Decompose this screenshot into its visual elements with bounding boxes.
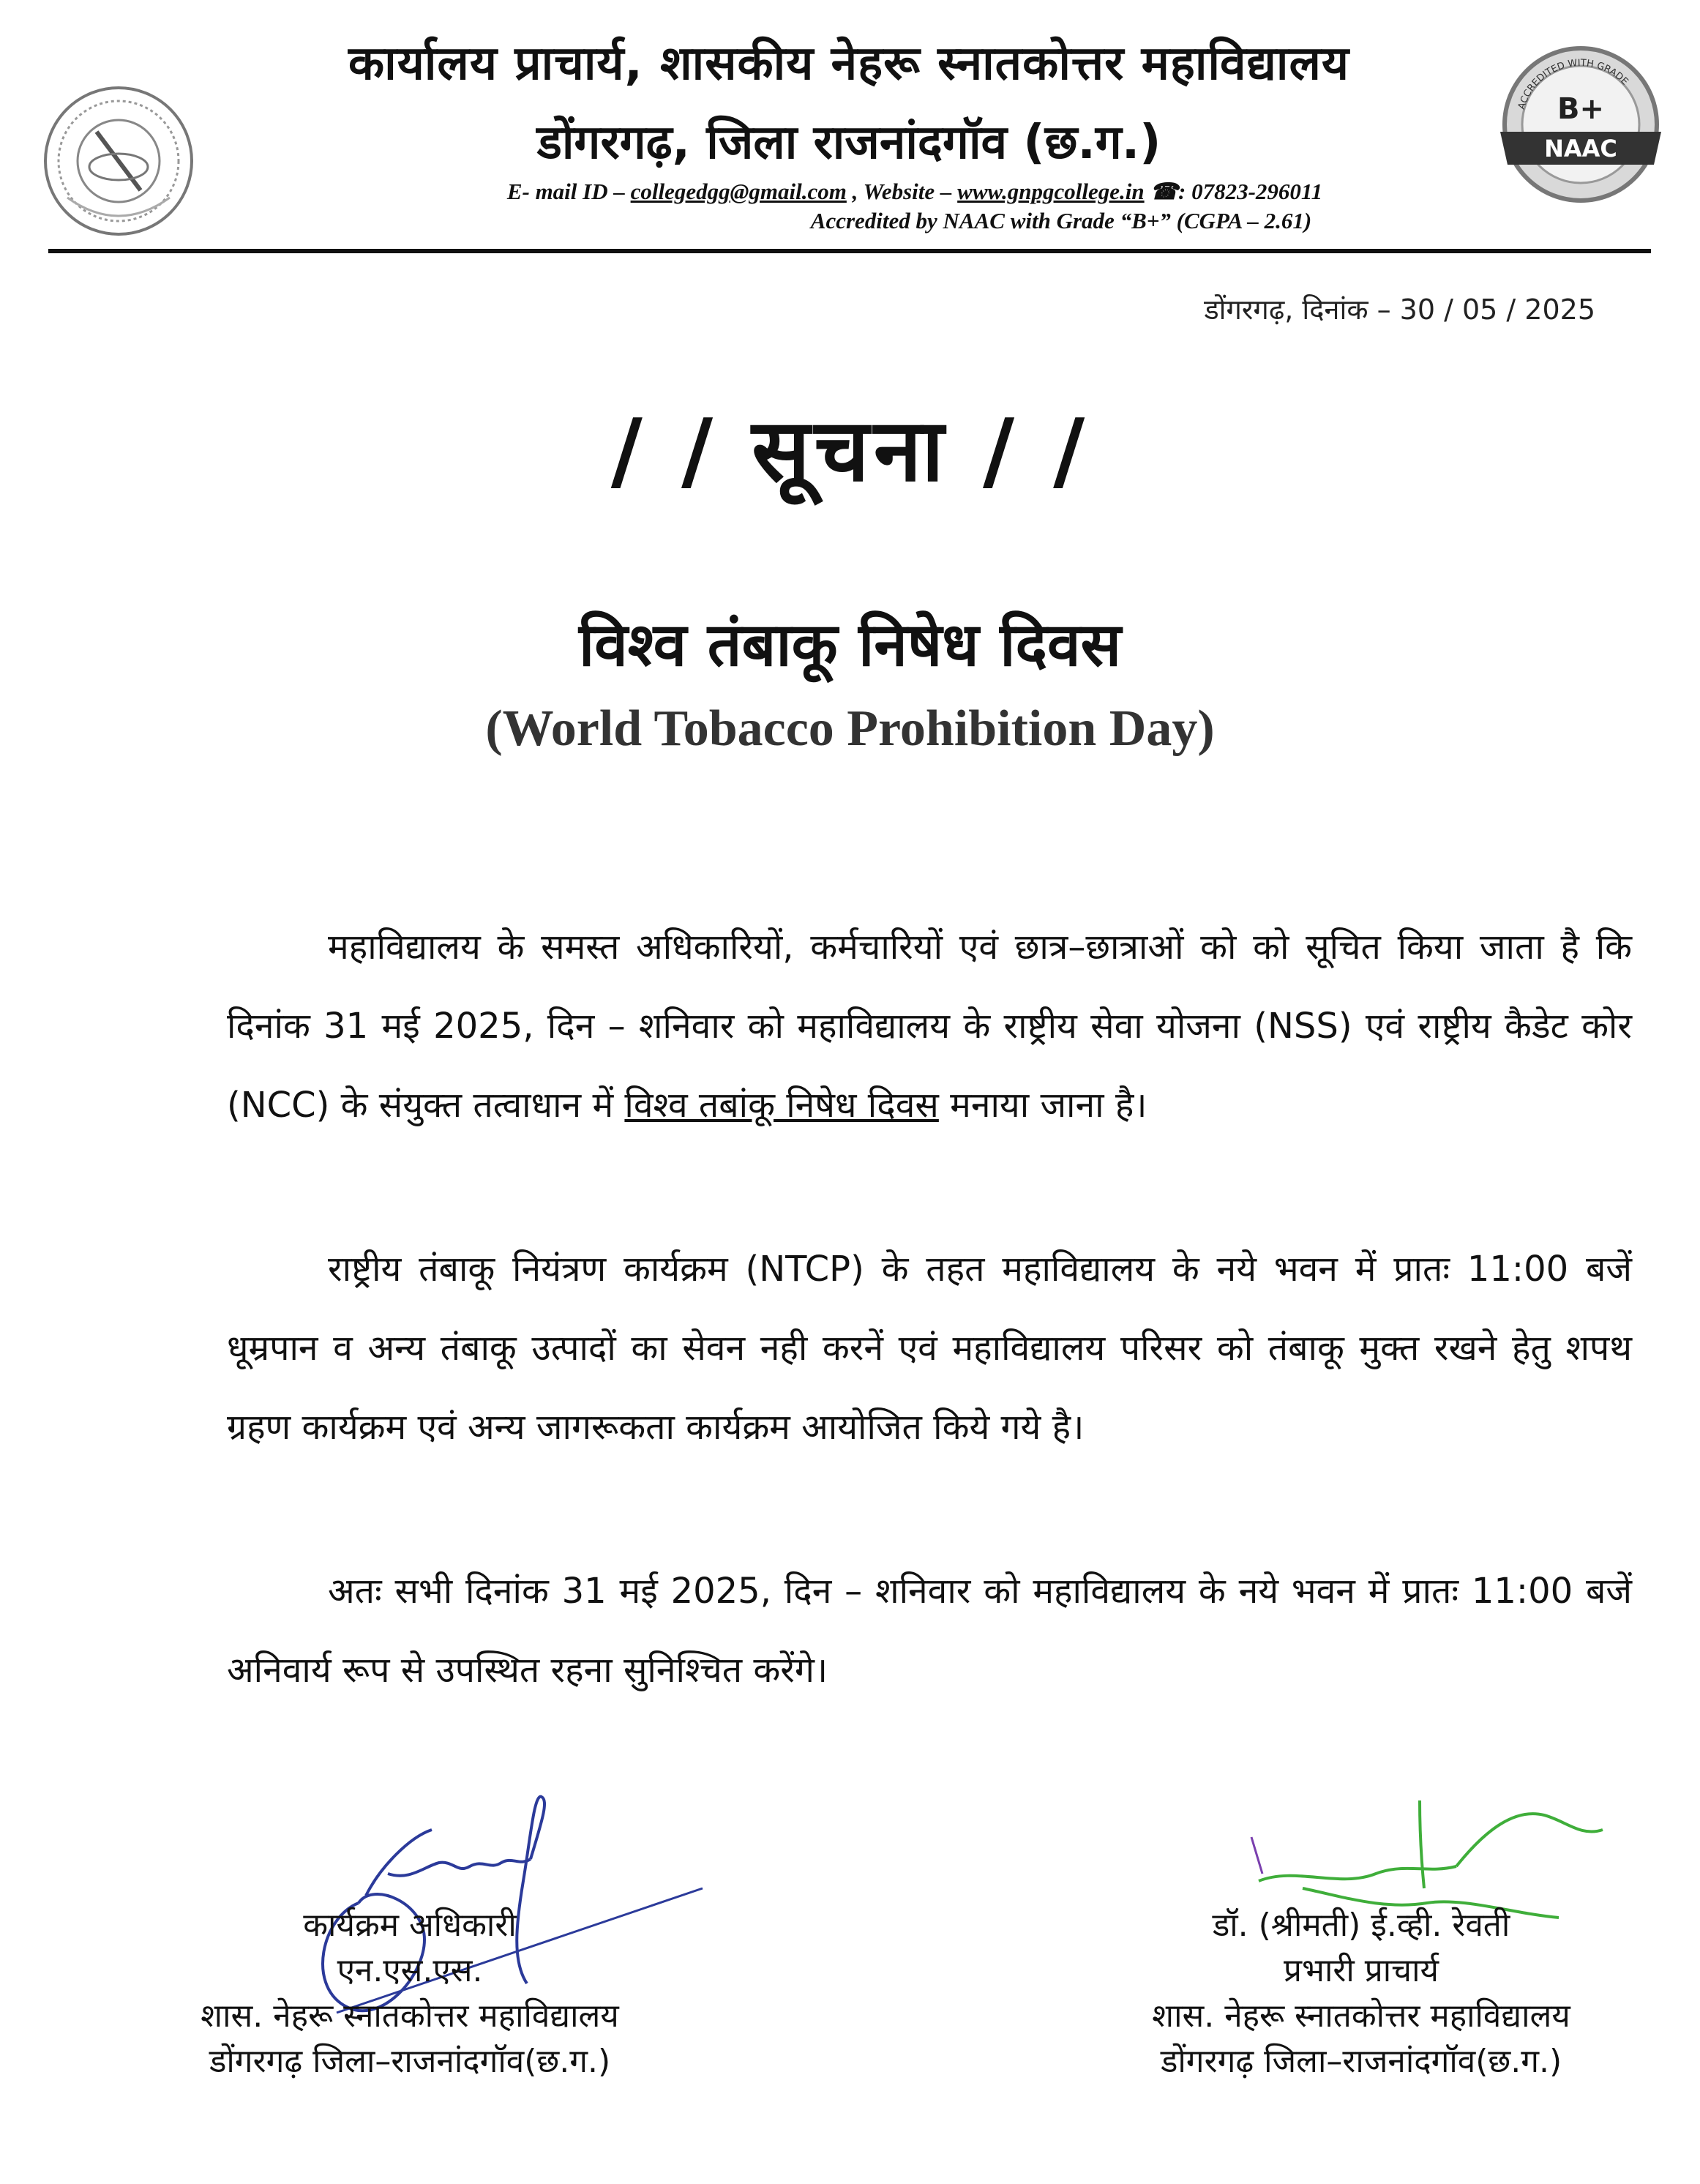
naac-grade: B+ <box>1557 92 1605 126</box>
naac-ring-text: ACCREDITED WITH GRADE <box>1516 57 1630 111</box>
signatory-right-place: डोंगरगढ़ जिला–राजनांदगॉव(छ.ग.) <box>1160 2043 1562 2080</box>
signatory-left-block <box>110 1903 710 2084</box>
signatory-right-block <box>1061 1903 1661 2084</box>
header-divider <box>48 249 1651 253</box>
subject-english: (World Tobacco Prohibition Day) <box>485 700 1215 757</box>
signatory-left-title: कार्यक्रम अधिकारी <box>303 1907 517 1944</box>
body-paragraph-2 <box>227 1230 1632 1467</box>
signatory-right-title: प्रभारी प्राचार्य <box>1283 1952 1439 1989</box>
phone-icon: ☎ <box>1150 179 1178 204</box>
email-link[interactable]: collegedgg@gmail.com <box>630 179 847 204</box>
naac-badge-logo <box>1493 37 1669 212</box>
accreditation-line: Accredited by NAAC with Grade “B+” (CGPA – 2.61) <box>810 208 1312 233</box>
office-title: कार्यालय प्राचार्य, शासकीय नेहरू स्नातकोत्तर महाविद्यालय <box>348 37 1349 91</box>
signatory-left-unit: एन.एस.एस. <box>337 1952 483 1989</box>
website-link[interactable]: www.gnpgcollege.in <box>957 179 1145 204</box>
signatory-left-place: डोंगरगढ़ जिला–राजनांदगॉव(छ.ग.) <box>209 2043 611 2080</box>
body-paragraph-3 <box>227 1552 1632 1710</box>
body-paragraph-1 <box>227 908 1632 1145</box>
college-seal-logo <box>38 81 199 242</box>
phone-number: : 07823-296011 <box>1178 179 1323 204</box>
signatory-right-name: डॉ. (श्रीमती) ई.व्ही. रेवती <box>1212 1907 1510 1944</box>
notice-heading: / / सूचना / / <box>610 400 1090 501</box>
subject-hindi: विश्व तंबाकू निषेध दिवस <box>578 610 1122 680</box>
p1-underlined-event: विश्व तबांकू निषेध दिवस <box>624 1085 939 1126</box>
p1-text-a: महाविद्यालय के समस्त अधिकारियों, कर्मचारियों एवं छात्र–छात्राओं को को सूचित किया जाता है कि दिनांक 31 मई 2025, दिन – शनिवार को महाविद्यालय के राष्ट्रीय सेवा योजना (NSS) एवं राष्ट्रीय कैडेट कोर (NCC) के संयुक्त तत्वाधान में <box>227 927 1632 1126</box>
office-address: डोंगरगढ़, जिला राजनांदगॉव (छ.ग.) <box>536 116 1161 170</box>
naac-name: NAAC <box>1544 135 1617 162</box>
p1-text-b: मनाया जाना है। <box>938 1085 1147 1126</box>
email-label: E- mail ID – <box>506 179 631 204</box>
p3-text: अतः सभी दिनांक 31 मई 2025, दिन – शनिवार को महाविद्यालय के नये भवन में प्रातः 11:00 बजें अनिवार्य रूप से उपस्थित रहना सुनिश्चित करेंगे। <box>227 1571 1632 1691</box>
contact-line <box>366 179 1464 205</box>
signatory-left-college: शास. नेहरू स्नातकोत्तर महाविद्यालय <box>201 1997 619 2035</box>
p2-text: राष्ट्रीय तंबाकू नियंत्रण कार्यक्रम (NTCP) के तहत महाविद्यालय के नये भवन में प्रातः 11:00 बजें धूम्रपान व अन्य तंबाकू उत्पादों का सेवन नही करनें एवं महाविद्यालय परिसर को तंबाकू मुक्त रखने हेतु शपथ ग्रहण कार्यक्रम एवं अन्य जागरूकता कार्यक्रम आयोजित किये गये है। <box>227 1249 1632 1448</box>
notice-date: डोंगरगढ़, दिनांक – 30 / 05 / 2025 <box>1204 293 1595 326</box>
signatory-right-college: शास. नेहरू स्नातकोत्तर महाविद्यालय <box>1152 1997 1570 2035</box>
website-label: , Website – <box>846 179 958 204</box>
